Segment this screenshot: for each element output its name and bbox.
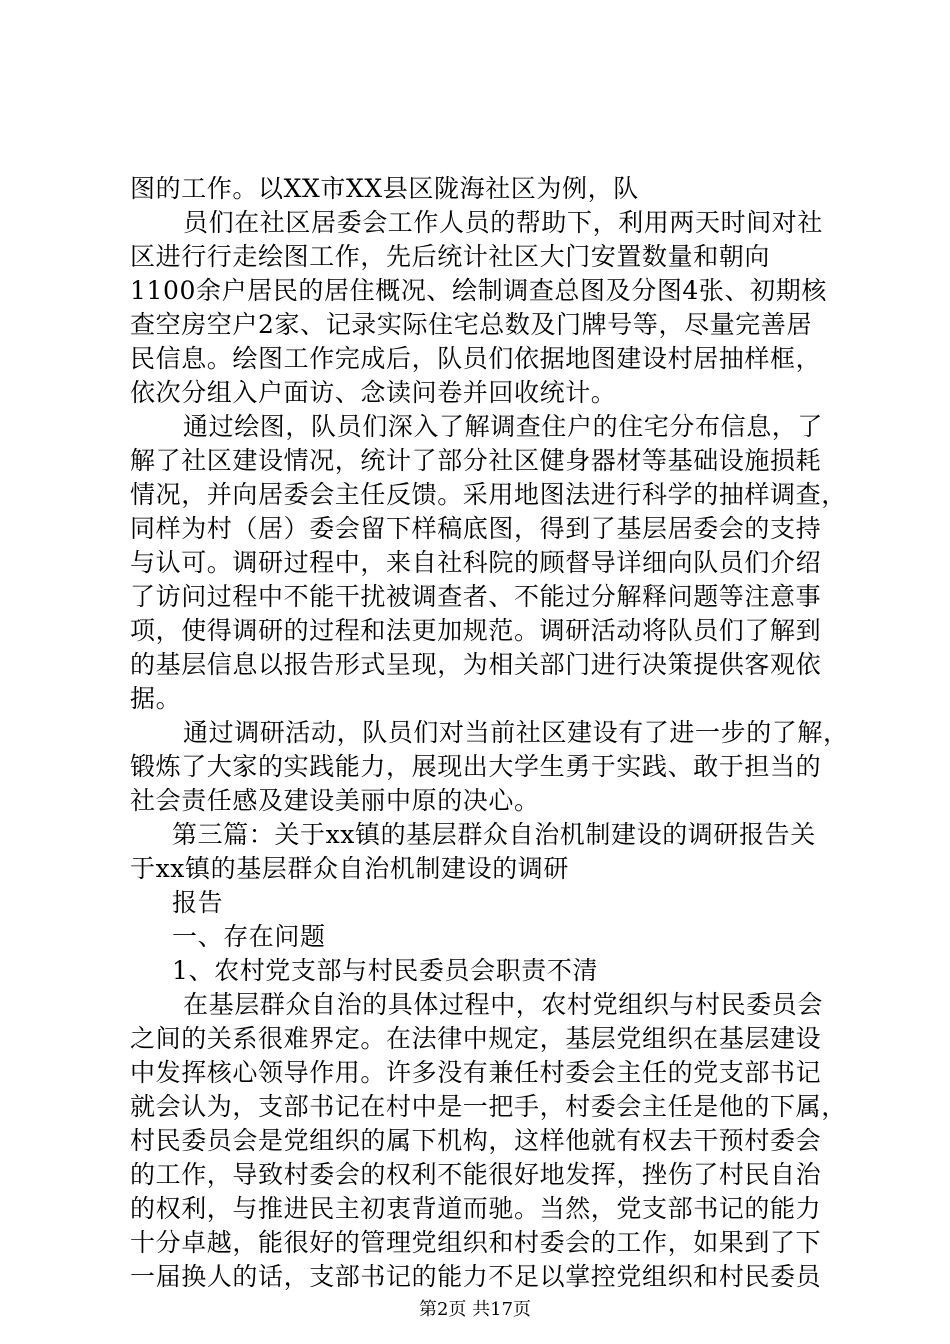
text-line: 情况，并向居委会主任反馈。采用地图法进行科学的抽样调查， [130,480,847,509]
text-line: 图的工作。以XX市XX县区陇海社区为例，队 [130,174,639,203]
text-line: 项，使得调研的过程和法更加规范。调研活动将队员们了解到 [130,616,822,645]
subheading: 一、存在问题 [172,922,326,951]
text-line: 解了社区建设情况，统计了部分社区健身器材等基础设施损耗 [130,446,822,475]
subheading: 1、农村党支部与村民委员会职责不清 [172,956,599,985]
text-line: 社会责任感及建设美丽中原的决心。 [130,786,540,815]
text-line: 十分卓越，能很好的管理党组织和村委会的工作，如果到了下 [130,1228,822,1257]
text-line: 通过绘图，队员们深入了解调查住户的住宅分布信息，了 [183,412,824,441]
section-heading: 于xx镇的基层群众自治机制建设的调研 [130,854,569,883]
text-line: 依次分组入户面访、念读问卷并回收统计。 [130,378,617,407]
text-line: 区进行行走绘图工作，先后统计社区大门安置数量和朝向 [130,242,771,271]
text-line: 一届换人的话，支部书记的能力不足以掌控党组织和村民委员 [130,1262,822,1291]
text-line: 了访问过程中不能干扰被调查者、不能过分解释问题等注意事 [130,582,822,611]
section-heading: 报告 [172,888,224,917]
text-line: 的工作，导致村委会的权利不能很好地发挥，挫伤了村民自治 [130,1160,822,1189]
text-line: 查空房空户2家、记录实际住宅总数及门牌号等，尽量完善居 [130,310,813,339]
text-line: 村民委员会是党组织的属下机构，这样他就有权去干预村委会 [130,1126,822,1155]
text-line: 与认可。调研过程中，来自社科院的顾督导详细向队员们介绍 [130,548,822,577]
section-heading: 第三篇：关于xx镇的基层群众自治机制建设的调研报告关 [172,820,816,849]
text-line: 的基层信息以报告形式呈现，为相关部门进行决策提供客观依 [130,650,822,679]
text-line: 通过调研活动，队员们对当前社区建设有了进一步的了解， [183,718,849,747]
page-number: 第2页 共17页 [418,1299,532,1320]
text-line: 锻炼了大家的实践能力，展现出大学生勇于实践、敢于担当的 [130,752,822,781]
text-line: 1100余户居民的居住概况、绘制调查总图及分图4张、初期核 [130,276,827,305]
text-line: 就会认为，支部书记在村中是一把手，村委会主任是他的下属， [130,1092,847,1121]
text-line: 据。 [130,684,182,713]
text-line: 民信息。绘图工作完成后，队员们依据地图建设村居抽样框， [130,344,822,373]
text-line: 的权利，与推进民主初衷背道而驰。当然，党支部书记的能力 [130,1194,822,1223]
text-line: 中发挥核心领导作用。许多没有兼任村委会主任的党支部书记 [130,1058,822,1087]
text-line: 员们在社区居委会工作人员的帮助下，利用两天时间对社 [183,208,824,237]
text-line: 之间的关系很难界定。在法律中规定，基层党组织在基层建设 [130,1024,822,1053]
text-line: 同样为村（居）委会留下样稿底图，得到了基层居委会的支持 [130,514,822,543]
text-line: 在基层群众自治的具体过程中，农村党组织与村民委员会 [183,990,824,1019]
